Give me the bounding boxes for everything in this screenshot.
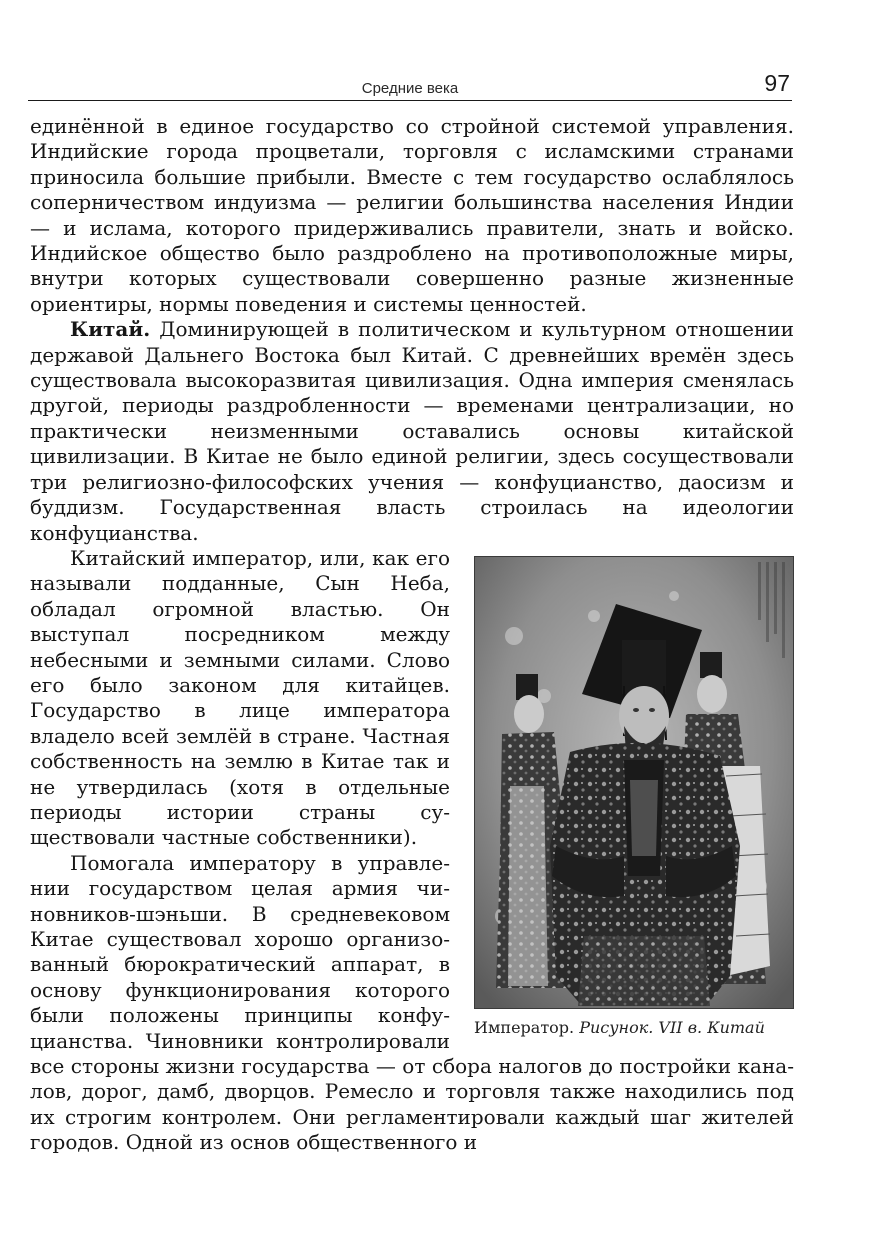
paragraph-india: единённой в единое государство со стройной системой управления. Индийские города процветали, торговля с исламскими странами приносила большие прибыли. Вместе с тем государство ослаблялось соперничеством индуизма — религии большинства населения Индии — и ислама, которого придерживались правители, знать и войско. Индийское общество было раздроблено на противоположные миры, внутри которых существовали совершенно разные жизненные ориентиры, нормы поведения и системы ценностей. <box>30 114 794 316</box>
figure-caption <box>474 1017 794 1039</box>
paragraph-china-text: Доминирующей в политическом и культурном отношении державой Дальнего Востока был Китай. С древнейших времён здесь существовала высокоразвитая цивилизация. Одна империя сменялась другой, периоды раздробленности — временами централизации, но практически неизменными оставались основы китайской цивилизации. В Китае не было единой религии, здесь сосуществовали три религиозно-философских учения — конфуцианство, даосизм и буддизм. Государственная власть строилась на идеологии конфуцианства. <box>30 317 794 545</box>
section-heading-china: Китай. <box>70 317 151 342</box>
caption-title: Император. <box>474 1017 580 1037</box>
running-head-section: Средние века <box>361 80 459 97</box>
paragraph-officials: Помогала императору в управлении государством целая армия чиновников-шэньши. В средневековом Китае существовал хорошо организованный бюрократический аппарат, в основу функционирования которого были положены принципы конфуцианства. Чиновники контролировали все стороны жизни государства — от сбора налогов до постройки каналов, дорог, дамб, дворцов. Ремесло и торговля также находились под их строгим контролем. Они регламентировали каждый шаг жителей городов. Одной из основ общественного и <box>30 850 794 1155</box>
figure-emperor <box>474 556 794 1039</box>
emperor-illustration <box>474 556 794 1009</box>
running-head <box>28 68 792 101</box>
paragraph-china <box>30 317 794 546</box>
page-number: 97 <box>764 70 790 96</box>
body-text <box>30 114 794 1156</box>
paragraph-emperor-text: Китайский император, или, как его называли подданные, Сын Неба, обладал огромной властью. Он выступал посредником между небесными и земными силами. Слово его было законом для китайцев. Государство в лице императора владело всей землёй в стране. Частная собственность на землю в Китае так и не утвердилась (хотя в отдельные периоды истории страны существовали частные собственники). <box>30 545 450 850</box>
caption-source: Рисунок. VII в. Китай <box>579 1017 765 1037</box>
